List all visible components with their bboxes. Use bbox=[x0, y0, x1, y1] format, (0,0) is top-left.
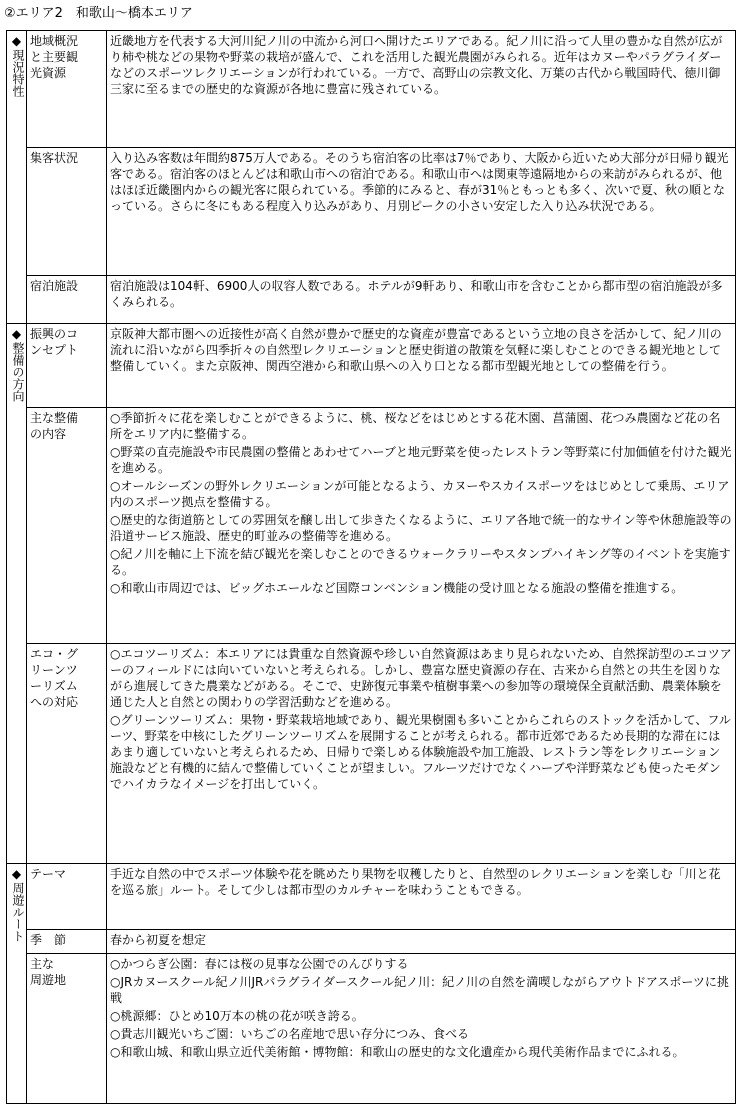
table-row bbox=[7, 930, 736, 954]
row-content bbox=[107, 408, 736, 644]
table-row bbox=[7, 148, 736, 276]
row-content bbox=[107, 31, 736, 148]
row-label: エコ・グ リーンツ ーリズム への対応 bbox=[27, 644, 107, 864]
category-label: 現況特性 bbox=[11, 49, 25, 97]
diamond-bullet-icon: ◆ bbox=[11, 34, 22, 48]
row-label: 主な整備 の内容 bbox=[27, 408, 107, 644]
list-item: ○野菜の直売施設や市民農園の整備とあわせてハーブと地元野菜を使ったレストラン等野菜に付加価値を付けた観光を進める。 bbox=[110, 445, 732, 475]
row-content bbox=[107, 864, 736, 930]
area-table bbox=[6, 30, 736, 1104]
row-content bbox=[107, 276, 736, 324]
table-row bbox=[7, 864, 736, 930]
list-item: ○和歌山市周辺では、ビッグホエールなど国際コンベンション機能の受け皿となる施設の整備を推進する。 bbox=[110, 581, 684, 595]
paragraph: 春から初夏を想定 bbox=[110, 933, 207, 947]
category-cell bbox=[7, 324, 27, 864]
list-item: ○和歌山城、和歌山県立近代美術館・博物館：和歌山の歴史的な文化遺産から現代美術作品までにふれる。 bbox=[110, 1045, 685, 1059]
row-label: 振興のコ ンセプト bbox=[27, 324, 107, 408]
row-content bbox=[107, 644, 736, 864]
row-content bbox=[107, 148, 736, 276]
row-label: 主な 周遊地 bbox=[27, 954, 107, 1104]
row-label: 集客状況 bbox=[27, 148, 107, 276]
document-heading: ②エリア2 和歌山～橋本エリア bbox=[4, 6, 193, 21]
category-cell bbox=[7, 864, 27, 1104]
list-item: ○桃源郷：ひとめ10万本の桃の花が咲き誇る。 bbox=[110, 1009, 364, 1023]
list-item: ○歴史的な街道筋としての雰囲気を醸し出して歩きたくなるように、エリア各地で統一的なサイン等や休憩施設等の沿道サービス施設、歴史的町並みの整備等を進める。 bbox=[110, 513, 732, 543]
table-row bbox=[7, 324, 736, 408]
list-item: ○季節折々に花を楽しむことができるように、桃、桜などをはじめとする花木園、菖蒲園、花つみ農園など花の名所をエリア内に整備する。 bbox=[110, 411, 721, 441]
paragraph: 入り込み客数は年間約875万人である。そのうち宿泊客の比率は7％であり、大阪から近いため大部分が日帰り観光客である。宿泊客のほとんどは和歌山市への宿泊である。和歌山市へは関東等遠隔地からの来訪がみられるが、他はほぼ近畿圏内からの観光客に限られている。季節的にみると、春が31％ともっとも多く、次いで夏、秋の順となっている。さらに冬にもある程度入り込みがあり、月別ピークの小さい安定した入り込み状況である。 bbox=[110, 151, 729, 213]
paragraph: 近畿地方を代表する大河川紀ノ川の中流から河口へ開けたエリアである。紀ノ川に沿って人里の豊かな自然が広がり柿や桃などの果物や野菜の栽培が盛んで、これを活用した観光農園がみられる。近年はカヌーやパラグライダーなどのスポーツレクリエーションが行われている。一方で、高野山の宗教文化、万葉の古代から戦国時代、徳川御三家に至るまでの歴史的な資源が各地に豊富に残されている。 bbox=[110, 34, 723, 96]
category-label: 整備の方向 bbox=[11, 342, 25, 402]
paragraph: ○グリーンツーリズム：果物・野菜栽培地域であり、観光果樹園も多いことからこれらのストックを活かして、フルーツ、野菜を中核にしたグリーンツーリズムを展開することが考えられる。都市近郊であるため長期的な滞在にはあまり適していないと考えられるため、日帰りで楽しめる体験施設や加工施設、レストラン等をレクリエーション施設などと有機的に結んで整備していくことが望ましい。フルーツだけでなくハーブや洋野菜なども使ったモダンでハイカラなイメージを打出していく。 bbox=[110, 713, 731, 791]
list-item: ○オールシーズンの野外レクリエーションが可能となるよう、カヌーやスカイスポーツをはじめとして乗馬、エリア内のスポーツ拠点を整備する。 bbox=[110, 479, 730, 509]
row-content bbox=[107, 324, 736, 408]
row-label: 宿泊施設 bbox=[27, 276, 107, 324]
paragraph: 宿泊施設は104軒、6900人の収容人数である。ホテルが9軒あり、和歌山市を含むことから都市型の宿泊施設が多くみられる。 bbox=[110, 279, 723, 309]
row-content bbox=[107, 954, 736, 1104]
paragraph: 手近な自然の中でスポーツ体験や花を眺めたり果物を収穫したりと、自然型のレクリエーションを楽しむ「川と花を巡る旅」ルート。そして少しは都市型のカルチャーを味わうこともできる。 bbox=[110, 867, 721, 897]
row-label: テーマ bbox=[27, 864, 107, 930]
paragraph: ○エコツーリズム：本エリアには貴重な自然資源や珍しい自然資源はあまり見られないため、自然探訪型のエコツアーのフィールドには向いていないと考えられる。しかし、豊富な歴史資源の存在、古来から自然との共生を図りながら進展してきた農業などがある。そこで、史跡復元事業や植樹事業への参加等の環境保全貢献活動、農業体験を通じた人と自然との関わりの学習活動などを進める。 bbox=[110, 647, 732, 709]
table-row bbox=[7, 408, 736, 644]
row-label: 季 節 bbox=[27, 930, 107, 954]
list-item: ○JRカヌースクール紀ノ川JRパラグライダースクール紀ノ川：紀ノ川の自然を満喫しながらアウトドアスポーツに挑戦 bbox=[110, 975, 729, 1005]
row-content bbox=[107, 930, 736, 954]
list-item: ○貴志川観光いちご園：いちごの名産地で思い存分につみ、食べる bbox=[110, 1027, 469, 1041]
table-row bbox=[7, 276, 736, 324]
row-label: 地域概況 と主要観 光資源 bbox=[27, 31, 107, 148]
category-label: 周遊ルート bbox=[11, 882, 25, 942]
category-cell bbox=[7, 31, 27, 324]
list-item: ○かつらぎ公園：春には桜の見事な公園でのんびりする bbox=[110, 957, 409, 971]
table-row bbox=[7, 954, 736, 1104]
table-row bbox=[7, 644, 736, 864]
paragraph: 京阪神大都市圏への近接性が高く自然が豊かで歴史的な資産が豊富であるという立地の良さを活かして、紀ノ川の流れに沿いながら四季折々の自然型レクリエーションと歴史街道の散策を気軽に楽しむことのできる観光地として整備していく。また京阪神、関西空港から和歌山県への入り口となる都市型観光地としての整備を行う。 bbox=[110, 327, 722, 373]
diamond-bullet-icon: ◆ bbox=[11, 867, 22, 881]
table-row bbox=[7, 31, 736, 148]
list-item: ○紀ノ川を軸に上下流を結び観光を楽しむことのできるウォークラリーやスタンプハイキング等のイベントを実施する。 bbox=[110, 547, 731, 577]
diamond-bullet-icon: ◆ bbox=[11, 327, 22, 341]
